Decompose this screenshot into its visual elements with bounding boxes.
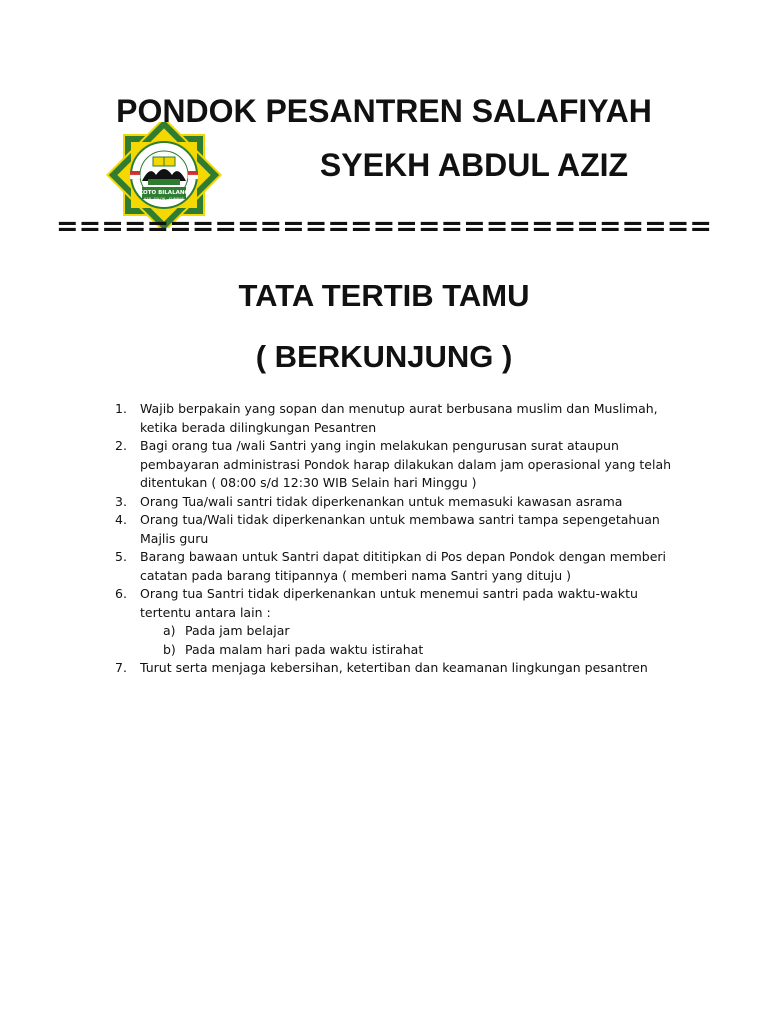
- list-item: [115, 511, 675, 548]
- list-item: [115, 659, 675, 678]
- list-number: 2.: [115, 438, 127, 453]
- list-number: 4.: [115, 512, 127, 527]
- list-text: Barang bawaan untuk Santri dapat dititipkan di Pos depan Pondok dengan memberi catatan pada barang titipannya ( memberi nama Santri yang dituju ): [140, 549, 667, 583]
- document-title: TATA TERTIB TAMU: [238, 278, 530, 313]
- list-text: Orang tua/Wali tidak diperkenankan untuk membawa santri tampa sepengetahuan Majlis guru: [140, 512, 660, 546]
- list-number: 3.: [115, 493, 127, 509]
- institution-name-line2: SYEKH ABDUL AZIZ: [319, 147, 629, 183]
- list-item: [115, 400, 675, 437]
- document-subtitle: ( BERKUNJUNG ): [255, 339, 513, 374]
- list-number: 1.: [115, 401, 127, 416]
- institution-name: PONDOK PESANTREN SALAFIYAH: [116, 93, 652, 129]
- list-text: Orang tua Santri tidak diperkenankan untuk menemui santri pada waktu-waktu tertentu antara lain :: [140, 586, 638, 620]
- list-item: [115, 585, 675, 622]
- list-item: [115, 493, 675, 512]
- logo-bottom-text-2: KAB. SOLOK - SUMBAR: [144, 197, 184, 201]
- list-text: Orang Tua/wali santri tidak diperkenankan untuk memasuki kawasan asrama: [140, 493, 623, 509]
- list-number: 6.: [115, 586, 127, 601]
- logo-bottom-text-1: KOTO BILALANG: [139, 190, 189, 196]
- list-text: Bagi orang tua /wali Santri yang ingin melakukan pengurusan surat ataupun pembayaran administrasi Pondok harap dilakukan dalam jam operasional yang telah ditentukan ( 08:00 s/d 12:30 WIB Selain hari Minggu ): [140, 438, 672, 490]
- list-item: [115, 437, 675, 493]
- sub-list-text: Pada malam hari pada waktu istirahat: [185, 641, 424, 657]
- list-text: Turut serta menjaga kebersihan, ketertiban dan keamanan lingkungan pesantren: [140, 660, 648, 675]
- list-text: Wajib berpakain yang sopan dan menutup aurat berbusana muslim dan Muslimah, ketika berada dilingkungan Pesantren: [140, 401, 658, 435]
- list-item: [115, 548, 675, 585]
- separator-line: =============================: [55, 211, 713, 242]
- rules-list: [115, 400, 675, 678]
- sub-list-item: [163, 622, 675, 641]
- list-number: 5.: [115, 549, 127, 564]
- sub-list-letter: a): [163, 623, 176, 638]
- list-number: 7.: [115, 660, 127, 675]
- sub-list-text: Pada jam belajar: [185, 623, 290, 638]
- sub-list-item: [163, 641, 675, 660]
- sub-list-letter: b): [163, 641, 176, 657]
